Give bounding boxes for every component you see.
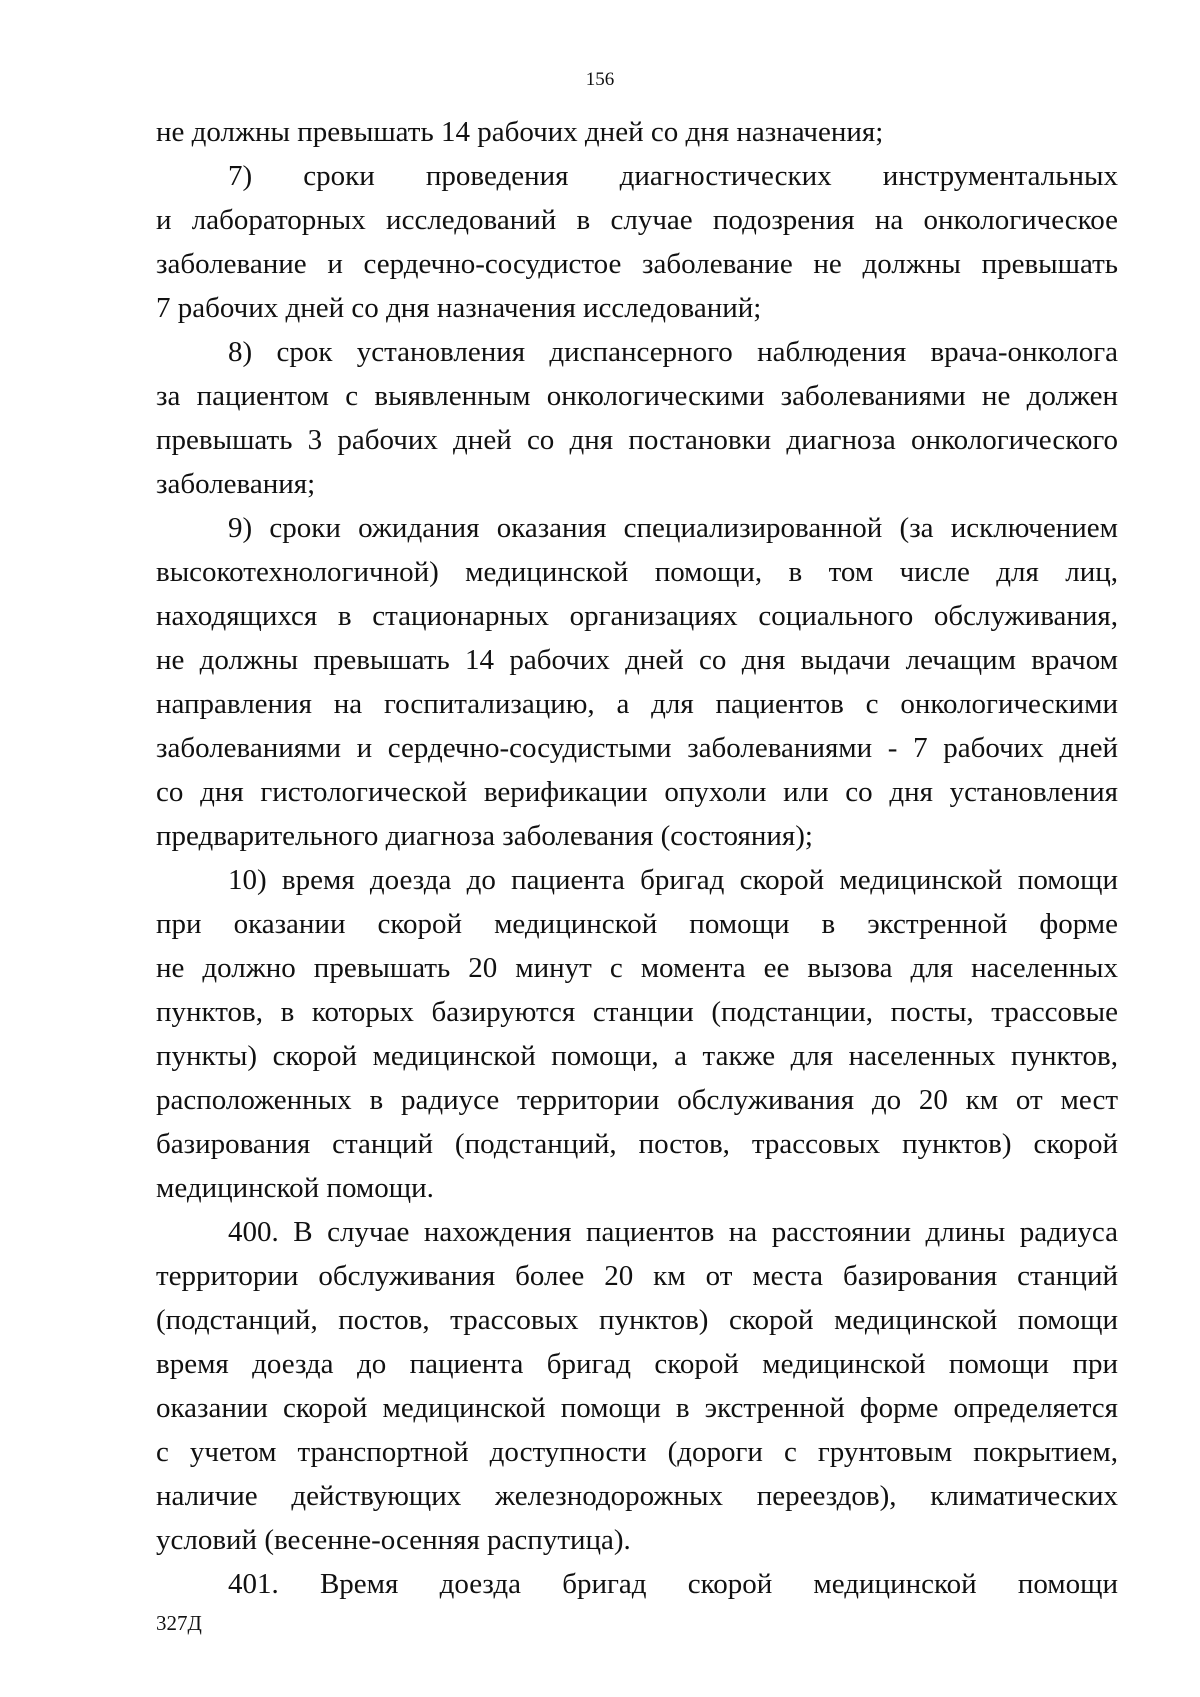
text-line: направления на госпитализацию, а для пациентов с онкологическими: [156, 688, 1118, 720]
text-line: не должны превышать 14 рабочих дней со дня выдачи лечащим врачом: [156, 644, 1118, 676]
text-line: превышать 3 рабочих дней со дня постановки диагноза онкологического: [156, 424, 1118, 456]
text-line: 8) срок установления диспансерного наблюдения врача-онколога: [228, 336, 1118, 368]
body-text: [156, 110, 1118, 1606]
text-line: 9) сроки ожидания оказания специализированной (за исключением: [228, 512, 1118, 544]
text-line: не должны превышать 14 рабочих дней со дня назначения;: [156, 116, 884, 148]
text-line: не должно превышать 20 минут с момента ее вызова для населенных: [156, 952, 1118, 984]
text-line: высокотехнологичной) медицинской помощи, в том числе для лиц,: [156, 556, 1118, 588]
text-line: за пациентом с выявленным онкологическими заболеваниями не должен: [156, 380, 1118, 412]
text-line: и лабораторных исследований в случае подозрения на онкологическое: [156, 204, 1118, 236]
text-line: предварительного диагноза заболевания (состояния);: [156, 820, 813, 852]
text-line: 10) время доезда до пациента бригад скорой медицинской помощи: [228, 864, 1118, 896]
text-line: базирования станций (подстанций, постов, трассовых пунктов) скорой: [156, 1128, 1118, 1160]
text-line: 401. Время доезда бригад скорой медицинской помощи: [228, 1568, 1118, 1600]
text-line: с учетом транспортной доступности (дороги с грунтовым покрытием,: [156, 1436, 1118, 1468]
text-line: (подстанций, постов, трассовых пунктов) скорой медицинской помощи: [156, 1304, 1118, 1336]
text-line: находящихся в стационарных организациях социального обслуживания,: [156, 600, 1118, 632]
text-line: пунктов, в которых базируются станции (подстанции, посты, трассовые: [156, 996, 1118, 1028]
page-number: 156: [585, 69, 615, 90]
text-line: время доезда до пациента бригад скорой медицинской помощи при: [156, 1348, 1118, 1380]
text-line: расположенных в радиусе территории обслуживания до 20 км от мест: [156, 1084, 1118, 1116]
text-line: заболеваниями и сердечно-сосудистыми заболеваниями - 7 рабочих дней: [156, 732, 1118, 764]
text-line: со дня гистологической верификации опухоли или со дня установления: [156, 776, 1118, 808]
text-line: условий (весенне-осенняя распутица).: [156, 1524, 631, 1556]
text-line: пункты) скорой медицинской помощи, а также для населенных пунктов,: [156, 1040, 1118, 1072]
text-line: медицинской помощи.: [156, 1172, 434, 1204]
document-code: 327Д: [156, 1611, 202, 1635]
text-line: 400. В случае нахождения пациентов на расстоянии длины радиуса: [228, 1216, 1118, 1248]
text-line: при оказании скорой медицинской помощи в экстренной форме: [156, 908, 1118, 940]
text-line: наличие действующих железнодорожных переездов), климатических: [156, 1480, 1118, 1512]
text-line: 7 рабочих дней со дня назначения исследований;: [156, 292, 762, 324]
text-line: 7) сроки проведения диагностических инструментальных: [228, 160, 1118, 192]
text-line: заболевание и сердечно-сосудистое заболевание не должны превышать: [156, 248, 1118, 280]
text-line: территории обслуживания более 20 км от места базирования станций: [156, 1260, 1118, 1292]
text-line: заболевания;: [156, 468, 316, 500]
text-line: оказании скорой медицинской помощи в экстренной форме определяется: [156, 1392, 1118, 1424]
